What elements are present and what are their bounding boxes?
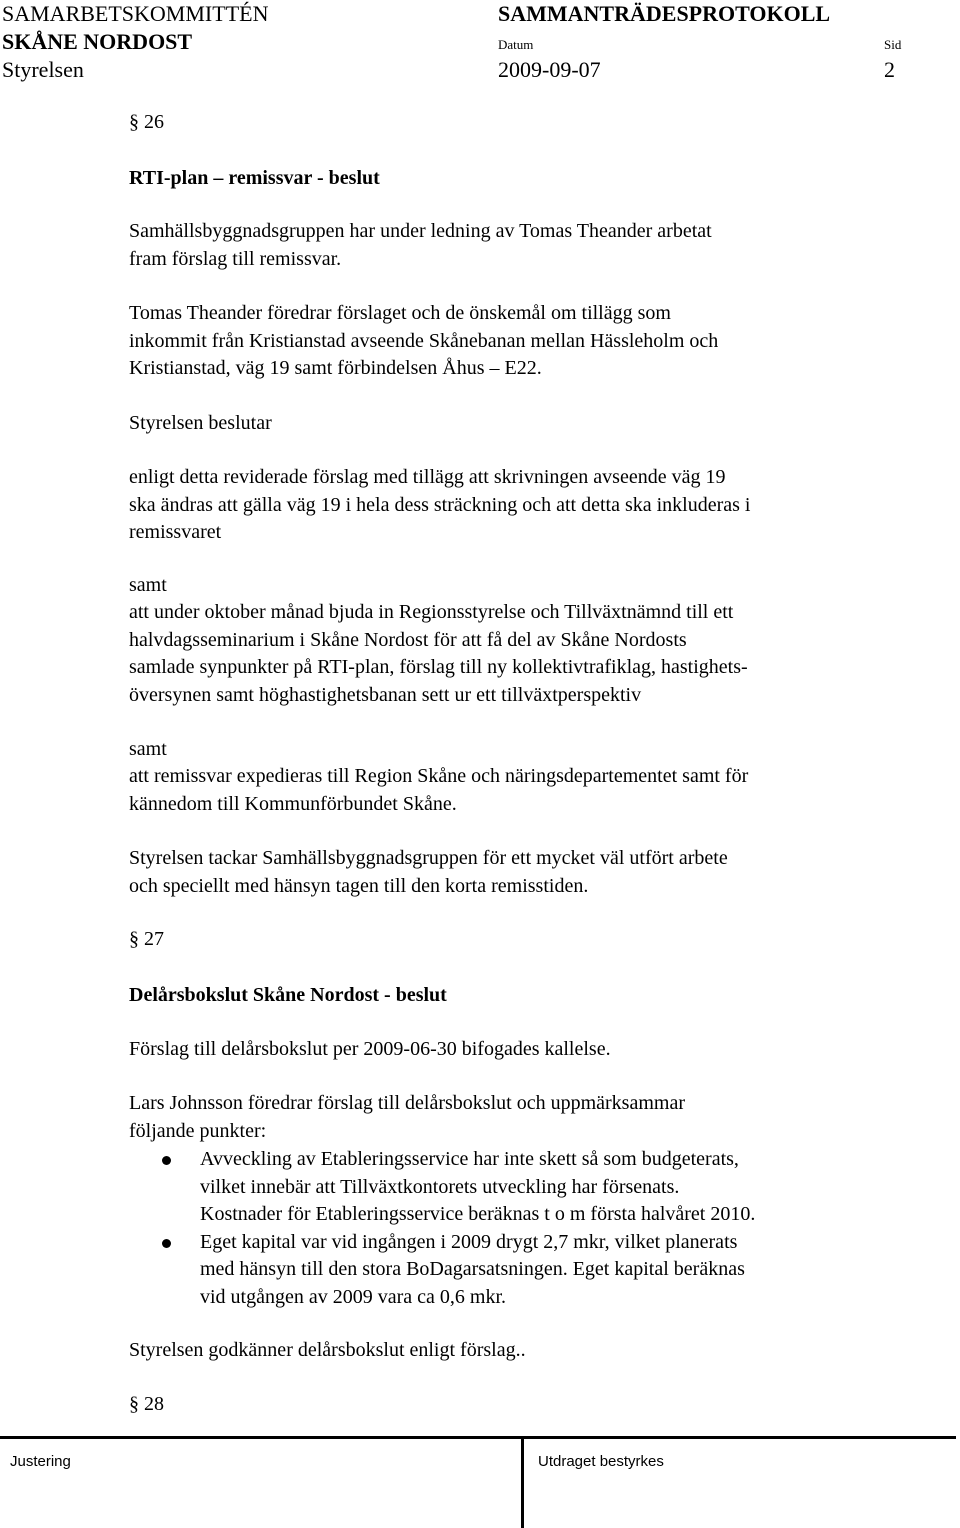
bullet-icon bbox=[162, 1239, 171, 1248]
text-line: Samhällsbyggnadsgruppen har under ledning av Tomas Theander arbetat bbox=[129, 220, 712, 242]
text-line: översynen samt höghastighetsbanan sett ur ett tillväxtperspektiv bbox=[129, 683, 642, 706]
list-item bbox=[129, 1229, 755, 1312]
text-line: Kristianstad, väg 19 samt förbindelsen Åhus – E22. bbox=[129, 357, 542, 379]
footer-column-divider bbox=[521, 1436, 524, 1528]
paragraph bbox=[129, 599, 748, 709]
text-line: vid utgången av 2009 vara ca 0,6 mkr. bbox=[200, 1285, 507, 1308]
date-label: Datum bbox=[498, 37, 534, 52]
conjunction: samt bbox=[129, 738, 167, 760]
decision-intro: Styrelsen beslutar bbox=[129, 412, 272, 434]
footer-divider bbox=[0, 1436, 956, 1439]
page-number: 2 bbox=[884, 57, 895, 82]
paragraph: Förslag till delårsbokslut per 2009-06-30 bifogades kallelse. bbox=[129, 1038, 611, 1060]
paragraph bbox=[129, 763, 748, 818]
org-name-line3: Styrelsen bbox=[2, 57, 84, 82]
paragraph bbox=[129, 218, 712, 273]
section-title: RTI-plan – remissvar - beslut bbox=[129, 167, 380, 189]
text-line: att remissvar expedieras till Region Skåne och näringsdepartementet samt för bbox=[129, 765, 749, 787]
conjunction: samt bbox=[129, 574, 167, 596]
text-line: Tomas Theander föredrar förslaget och de önskemål om tillägg som bbox=[129, 302, 671, 324]
text-line: Styrelsen tackar Samhällsbyggnadsgruppen för ett mycket väl utfört arbete bbox=[129, 847, 728, 869]
text-line: med hänsyn till den stora BoDagarsatsningen. Eget kapital beräknas bbox=[200, 1258, 745, 1280]
justification-label: Justering bbox=[10, 1453, 71, 1470]
paragraph bbox=[129, 1090, 685, 1145]
text-line: Lars Johnsson föredrar förslag till delårsbokslut och uppmärksammar bbox=[129, 1092, 685, 1114]
text-line: halvdagsseminarium i Skåne Nordost för att få del av Skåne Nordosts bbox=[129, 628, 687, 651]
text-line: samlade synpunkter på RTI-plan, förslag till ny kollektivtrafiklag, hastighets- bbox=[129, 656, 748, 678]
date-value: 2009-09-07 bbox=[498, 57, 601, 82]
page-label: Sid bbox=[884, 37, 902, 52]
text-line: inkommit från Kristianstad avseende Skånebanan mellan Hässleholm och bbox=[129, 329, 719, 352]
text-line: remissvaret bbox=[129, 521, 222, 543]
text-line: följande punkter: bbox=[129, 1119, 267, 1142]
paragraph bbox=[129, 464, 750, 547]
section-number: § 26 bbox=[129, 111, 164, 133]
org-name-line2: SKÅNE NORDOST bbox=[2, 29, 193, 54]
paragraph bbox=[129, 300, 718, 383]
text-line: Kostnader för Etableringsservice beräknas t o m första halvåret 2010. bbox=[200, 1203, 756, 1225]
text-line: kännedom till Kommunförbundet Skåne. bbox=[129, 792, 457, 815]
paragraph: Styrelsen godkänner delårsbokslut enligt förslag.. bbox=[129, 1339, 526, 1361]
text-line: Eget kapital var vid ingången i 2009 drygt 2,7 mkr, vilket planerats bbox=[200, 1230, 738, 1253]
text-line: ska ändras att gälla väg 19 i hela dess sträckning och att detta ska inkluderas i bbox=[129, 493, 751, 516]
text-line: enligt detta reviderade förslag med tillägg att skrivningen avseende väg 19 bbox=[129, 466, 726, 488]
list-item bbox=[129, 1146, 755, 1229]
text-line: vilket innebär att Tillväxtkontorets utveckling har försenats. bbox=[200, 1175, 680, 1198]
document-type: SAMMANTRÄDESPROTOKOLL bbox=[498, 1, 831, 26]
text-line: Avveckling av Etableringsservice har inte skett så som budgeterats, bbox=[200, 1148, 739, 1170]
text-line: och speciellt med hänsyn tagen till den korta remisstiden. bbox=[129, 874, 589, 897]
section-number: § 28 bbox=[129, 1393, 164, 1415]
section-number: § 27 bbox=[129, 928, 164, 950]
paragraph bbox=[129, 845, 728, 900]
text-line: att under oktober månad bjuda in Regionsstyrelse och Tillväxtnämnd till ett bbox=[129, 601, 734, 623]
certified-extract-label: Utdraget bestyrkes bbox=[538, 1453, 664, 1470]
org-name-line1: SAMARBETSKOMMITTÉN bbox=[2, 1, 269, 26]
text-line: fram förslag till remissvar. bbox=[129, 247, 342, 270]
bullet-icon bbox=[162, 1156, 171, 1165]
section-title: Delårsbokslut Skåne Nordost - beslut bbox=[129, 984, 447, 1006]
bullet-list bbox=[129, 1146, 755, 1311]
